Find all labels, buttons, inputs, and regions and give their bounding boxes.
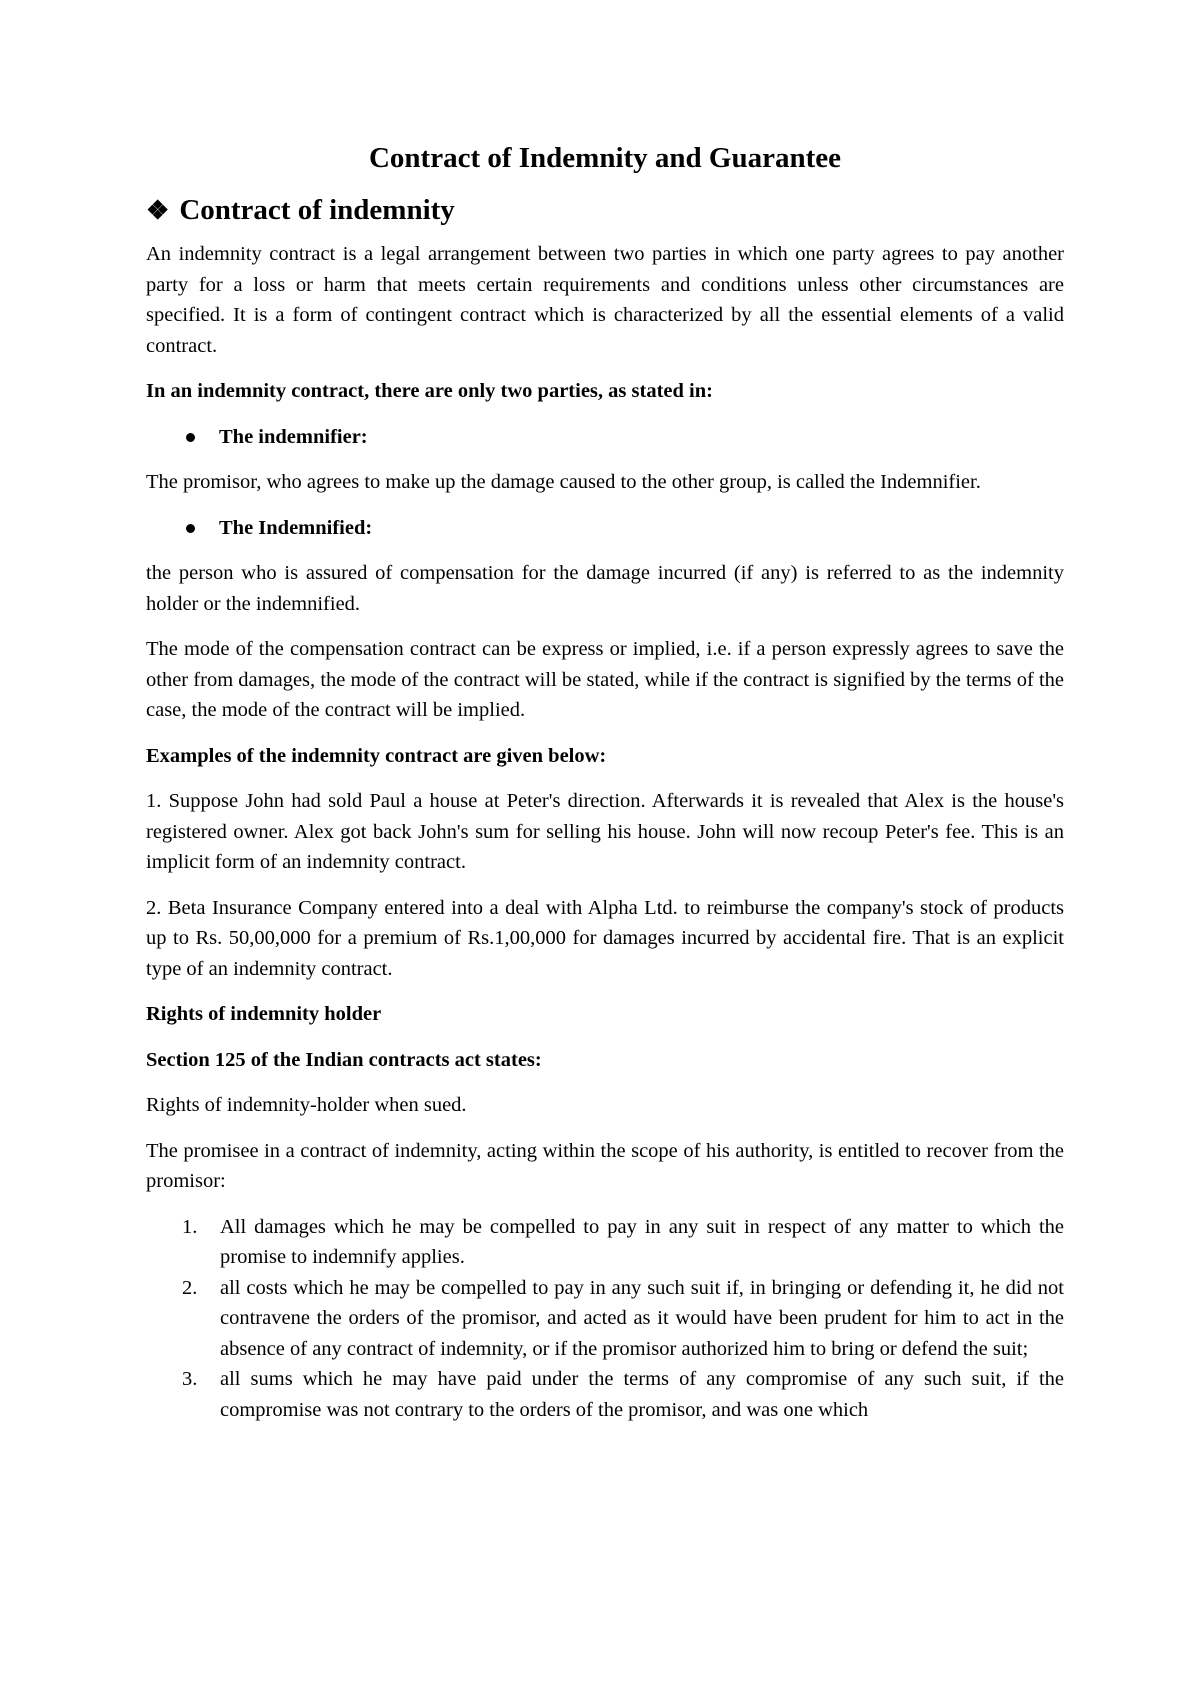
list-item — [146, 1364, 1064, 1425]
bullet-dot-icon — [186, 433, 195, 442]
bullet-indemnifier — [146, 422, 1064, 453]
rights-when-sued: Rights of indemnity-holder when sued. — [146, 1094, 467, 1117]
list-item — [146, 1212, 1064, 1273]
rights-list — [146, 1212, 1064, 1426]
list-item — [146, 1273, 1064, 1365]
indemnified-label: The Indemnified: — [219, 516, 373, 539]
list-item-text: All damages which he may be compelled to pay in any suit in respect of any matter to which the promise to indemnify applies. — [220, 1215, 1064, 1269]
section-125-heading: Section 125 of the Indian contracts act states: — [146, 1048, 542, 1071]
indemnifier-label: The indemnifier: — [219, 425, 368, 448]
list-item-number: 2. — [182, 1276, 198, 1299]
document-body — [146, 140, 1064, 1425]
section-heading-text: Contract of indemnity — [179, 193, 455, 226]
intro-paragraph: An indemnity contract is a legal arrangement between two parties in which one party agrees to pay another party for a loss or harm that meets certain requirements and conditions unless other circumstances are specified. It is a form of contingent contract which is characterized by all the essential elements of a valid contract. — [146, 243, 1064, 357]
section-heading — [146, 192, 1064, 230]
examples-heading: Examples of the indemnity contract are given below: — [146, 744, 607, 767]
mode-paragraph: The mode of the compensation contract can be express or implied, i.e. if a person expressly agrees to save the other from damages, the mode of the contract will be stated, while if the contract is signified by the terms of the case, the mode of the contract will be implied. — [146, 638, 1064, 722]
list-item-text: all costs which he may be compelled to pay in any such suit if, in bringing or defending it, he did not contravene the orders of the promisor, and acted as it would have been prudent for him to act in the absence of any contract of indemnity, or if the promisor authorized him to bring or defend the suit; — [220, 1276, 1064, 1360]
list-item-number: 1. — [182, 1215, 198, 1238]
document-title: Contract of Indemnity and Guarantee — [368, 142, 842, 174]
indemnifier-paragraph: The promisor, who agrees to make up the damage caused to the other group, is called the Indemnifier. — [146, 471, 981, 494]
list-item-number: 3. — [182, 1368, 198, 1391]
parties-heading: In an indemnity contract, there are only two parties, as stated in: — [146, 380, 713, 403]
example-2-paragraph: 2. Beta Insurance Company entered into a deal with Alpha Ltd. to reimburse the company's stock of products up to Rs. 50,00,000 for a premium of Rs.1,00,000 for damages incurred by accidental fire. That is an explicit type of an indemnity contract. — [146, 896, 1064, 980]
promisee-paragraph: The promisee in a contract of indemnity, acting within the scope of his authority, is entitled to recover from the promisor: — [146, 1139, 1064, 1193]
bullet-dot-icon — [186, 524, 195, 533]
rights-heading: Rights of indemnity holder — [146, 1003, 382, 1026]
bullet-indemnified — [146, 513, 1064, 544]
example-1-paragraph: 1. Suppose John had sold Paul a house at Peter's direction. Afterwards it is revealed that Alex is the house's registered owner. Alex got back John's sum for selling his house. John will now recoup Peter's fee. This is an implicit form of an indemnity contract. — [146, 790, 1064, 874]
list-item-text: all sums which he may have paid under the terms of any compromise of any such suit, if the compromise was not contrary to the orders of the promisor, and was one which — [220, 1368, 1064, 1421]
indemnified-paragraph: the person who is assured of compensation for the damage incurred (if any) is referred to as the indemnity holder or the indemnified. — [146, 562, 1064, 615]
diamond-bullet-icon: ❖ — [146, 195, 170, 225]
